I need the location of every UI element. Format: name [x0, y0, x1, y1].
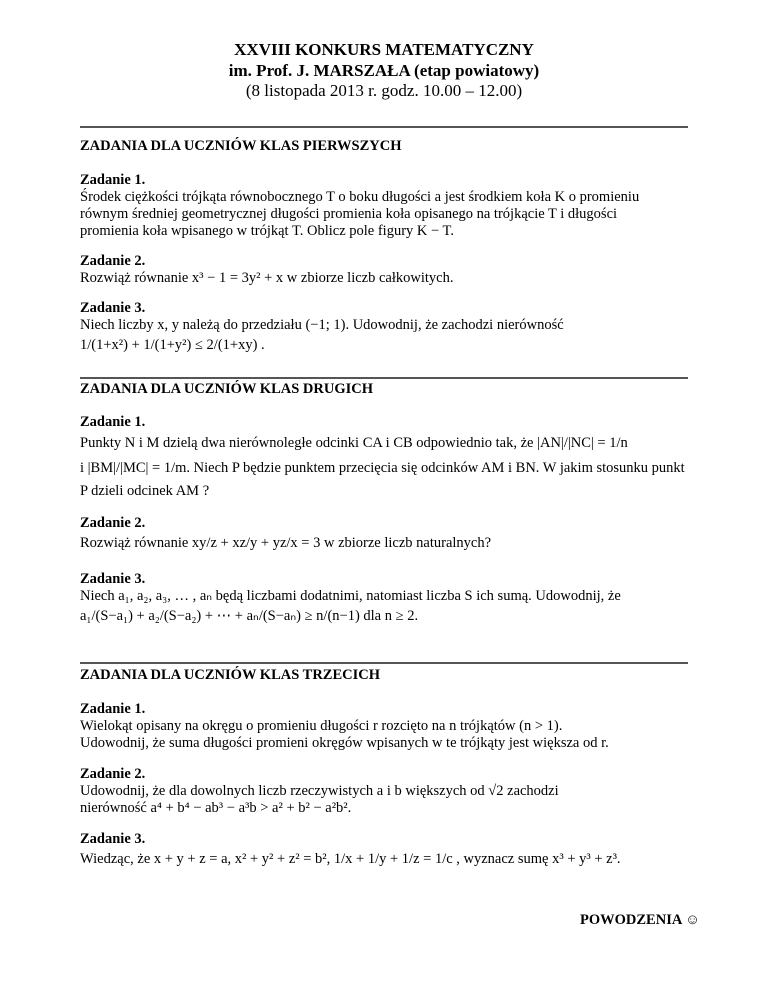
section-title-second: ZADANIA DLA UCZNIÓW KLAS DRUGICH [80, 381, 374, 397]
section-title-first: ZADANIA DLA UCZNIÓW KLAS PIERWSZYCH [80, 138, 402, 154]
task-text: Środek ciężkości trójkąta równobocznego T o boku długości a jest środkiem koła K o promieniu [80, 189, 640, 205]
task-formula: 1/(1+x²) + 1/(1+y²) ≤ 2/(1+xy) . [80, 337, 265, 353]
section-divider [80, 126, 688, 128]
section-divider [80, 662, 688, 664]
task-title: Zadanie 1. [80, 414, 146, 430]
task-title: Zadanie 1. [80, 701, 146, 717]
task-text: Niech a₁, a₂, a₃, … , aₙ będą liczbami dodatnimi, natomiast liczba S ich sumą. Udowodnij, że [80, 588, 621, 604]
task-title: Zadanie 2. [80, 766, 146, 782]
task-text: Udowodnij, że dla dowolnych liczb rzeczywistych a i b większych od √2 zachodzi [80, 783, 559, 799]
task-text: promienia koła wpisanego w trójkąt T. Oblicz pole figury K − T. [80, 223, 454, 239]
task-formula: Rozwiąż równanie xy/z + xz/y + yz/x = 3 w zbiorze liczb naturalnych? [80, 535, 492, 551]
task-formula: Wiedząc, że x + y + z = a, x² + y² + z² = b², 1/x + 1/y + 1/z = 1/c , wyznacz sumę x³ + y³ + z³. [80, 851, 621, 867]
section-divider [80, 377, 688, 379]
task-text: Udowodnij, że suma długości promieni okręgów wpisanych w te trójkąty jest większa od r. [80, 735, 609, 751]
task-formula: nierówność a⁴ + b⁴ − ab³ − a³b > a² + b² − a²b². [80, 800, 352, 816]
task-title: Zadanie 3. [80, 831, 146, 847]
task-text: równym średniej geometrycznej długości promienia koła opisanego na trójkącie T i długości [80, 206, 618, 222]
task-text: Rozwiąż równanie x³ − 1 = 3y² + x w zbiorze liczb całkowitych. [80, 270, 454, 286]
contest-title: XXVIII KONKURS MATEMATYCZNY [234, 40, 534, 59]
task-title: Zadanie 3. [80, 571, 146, 587]
task-formula: a₁/(S−a₁) + a₂/(S−a₂) + ⋯ + aₙ/(S−aₙ) ≥ n/(n−1) dla n ≥ 2. [80, 608, 419, 624]
contest-subtitle: im. Prof. J. MARSZAŁA (etap powiatowy) [228, 61, 540, 80]
task-text: Punkty N i M dzielą dwa nierównoległe odcinki CA i CB odpowiednio tak, że |AN|/|NC| = 1/n [80, 435, 628, 451]
contest-date: (8 listopada 2013 r. godz. 10.00 – 12.00) [245, 81, 523, 100]
task-text: i |BM|/|MC| = 1/m. Niech P będzie punktem przecięcia się odcinków AM i BN. W jakim stosunku punkt [80, 460, 685, 476]
section-title-third: ZADANIA DLA UCZNIÓW KLAS TRZECICH [80, 667, 381, 683]
task-title: Zadanie 2. [80, 515, 146, 531]
task-text: Niech liczby x, y należą do przedziału (−1; 1). Udowodnij, że zachodzi nierówność [80, 317, 564, 333]
task-title: Zadanie 2. [80, 253, 146, 269]
task-title: Zadanie 3. [80, 300, 146, 316]
good-luck-footer: POWODZENIA ☺ [580, 912, 700, 928]
task-title: Zadanie 1. [80, 172, 146, 188]
task-text: P dzieli odcinek AM ? [80, 483, 210, 499]
task-text: Wielokąt opisany na okręgu o promieniu długości r rozcięto na n trójkątów (n > 1). [80, 718, 563, 734]
